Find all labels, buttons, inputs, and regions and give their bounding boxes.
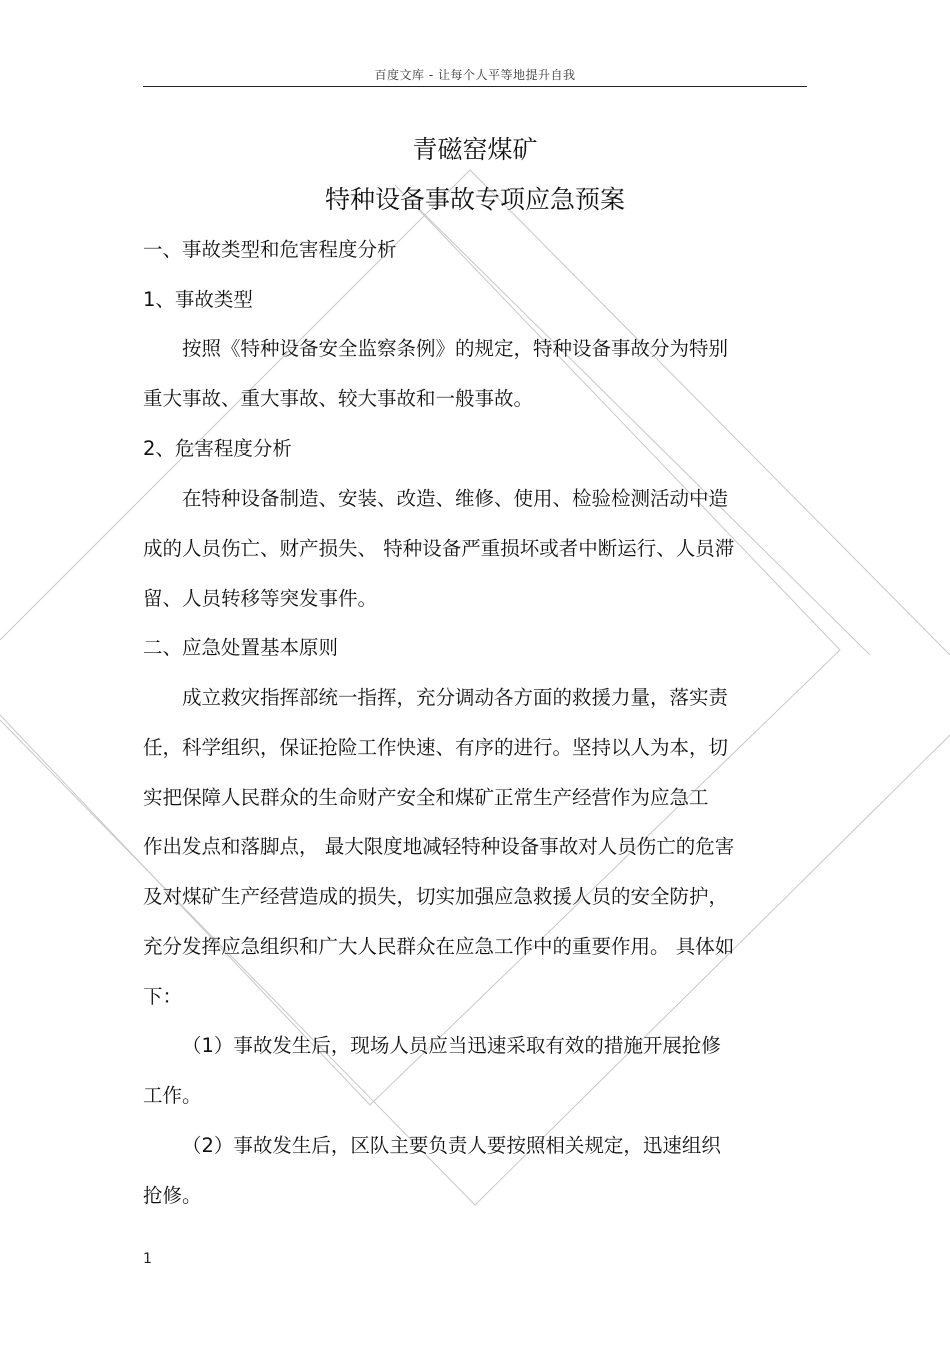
paragraph-line: 成立救灾指挥部统一指挥，充分调动各方面的救援力量，落实责 bbox=[182, 686, 729, 709]
paragraph-line: 及对煤矿生产经营造成的损失，切实加强应急救援人员的安全防护， bbox=[143, 885, 729, 908]
list-item-continuation: 工作。 bbox=[143, 1084, 202, 1107]
header-divider bbox=[143, 86, 807, 87]
paragraph-line: 重大事故、重大事故、较大事故和一般事故。 bbox=[143, 387, 534, 410]
section-heading-1: 一、事故类型和危害程度分析 bbox=[143, 238, 397, 261]
paragraph-line: 成的人员伤亡、财产损失、 特种设备严重损坏或者中断运行、人员滞 bbox=[143, 537, 735, 560]
page-header: 百度文库 - 让每个人平等地提升自我 bbox=[374, 68, 576, 82]
subsection-heading-hazard-analysis: 2、危害程度分析 bbox=[143, 437, 292, 460]
paragraph-line: 下： bbox=[143, 985, 183, 1008]
document-title-company: 青磁窑煤矿 bbox=[412, 135, 538, 164]
section-heading-2: 二、应急处置基本原则 bbox=[143, 636, 339, 659]
paragraph-line: 留、人员转移等突发事件。 bbox=[143, 587, 378, 610]
page-number: 1 bbox=[143, 1251, 152, 1267]
list-item: （2）事故发生后，区队主要负责人要按照相关规定，迅速组织 bbox=[182, 1134, 721, 1157]
list-item-continuation: 抢修。 bbox=[143, 1184, 202, 1207]
paragraph-line: 在特种设备制造、安装、改造、维修、使用、检验检测活动中造 bbox=[182, 487, 729, 510]
paragraph-line: 作出发点和落脚点， 最大限度地减轻特种设备事故对人员伤亡的危害 bbox=[143, 835, 735, 858]
paragraph-line: 实把保障人民群众的生命财产安全和煤矿正常生产经营作为应急工 bbox=[143, 786, 709, 809]
document-title-plan: 特种设备事故专项应急预案 bbox=[324, 185, 625, 214]
subsection-heading-accident-type: 1、事故类型 bbox=[143, 288, 253, 311]
paragraph-line: 按照《特种设备安全监察条例》的规定，特种设备事故分为特别 bbox=[182, 337, 729, 360]
list-item: （1）事故发生后，现场人员应当迅速采取有效的措施开展抢修 bbox=[182, 1034, 721, 1057]
paragraph-line: 任，科学组织，保证抢险工作快速、有序的进行。坚持以人为本，切 bbox=[143, 736, 729, 759]
paragraph-line: 充分发挥应急组织和广大人民群众在应急工作中的重要作用。 具体如 bbox=[143, 935, 735, 958]
